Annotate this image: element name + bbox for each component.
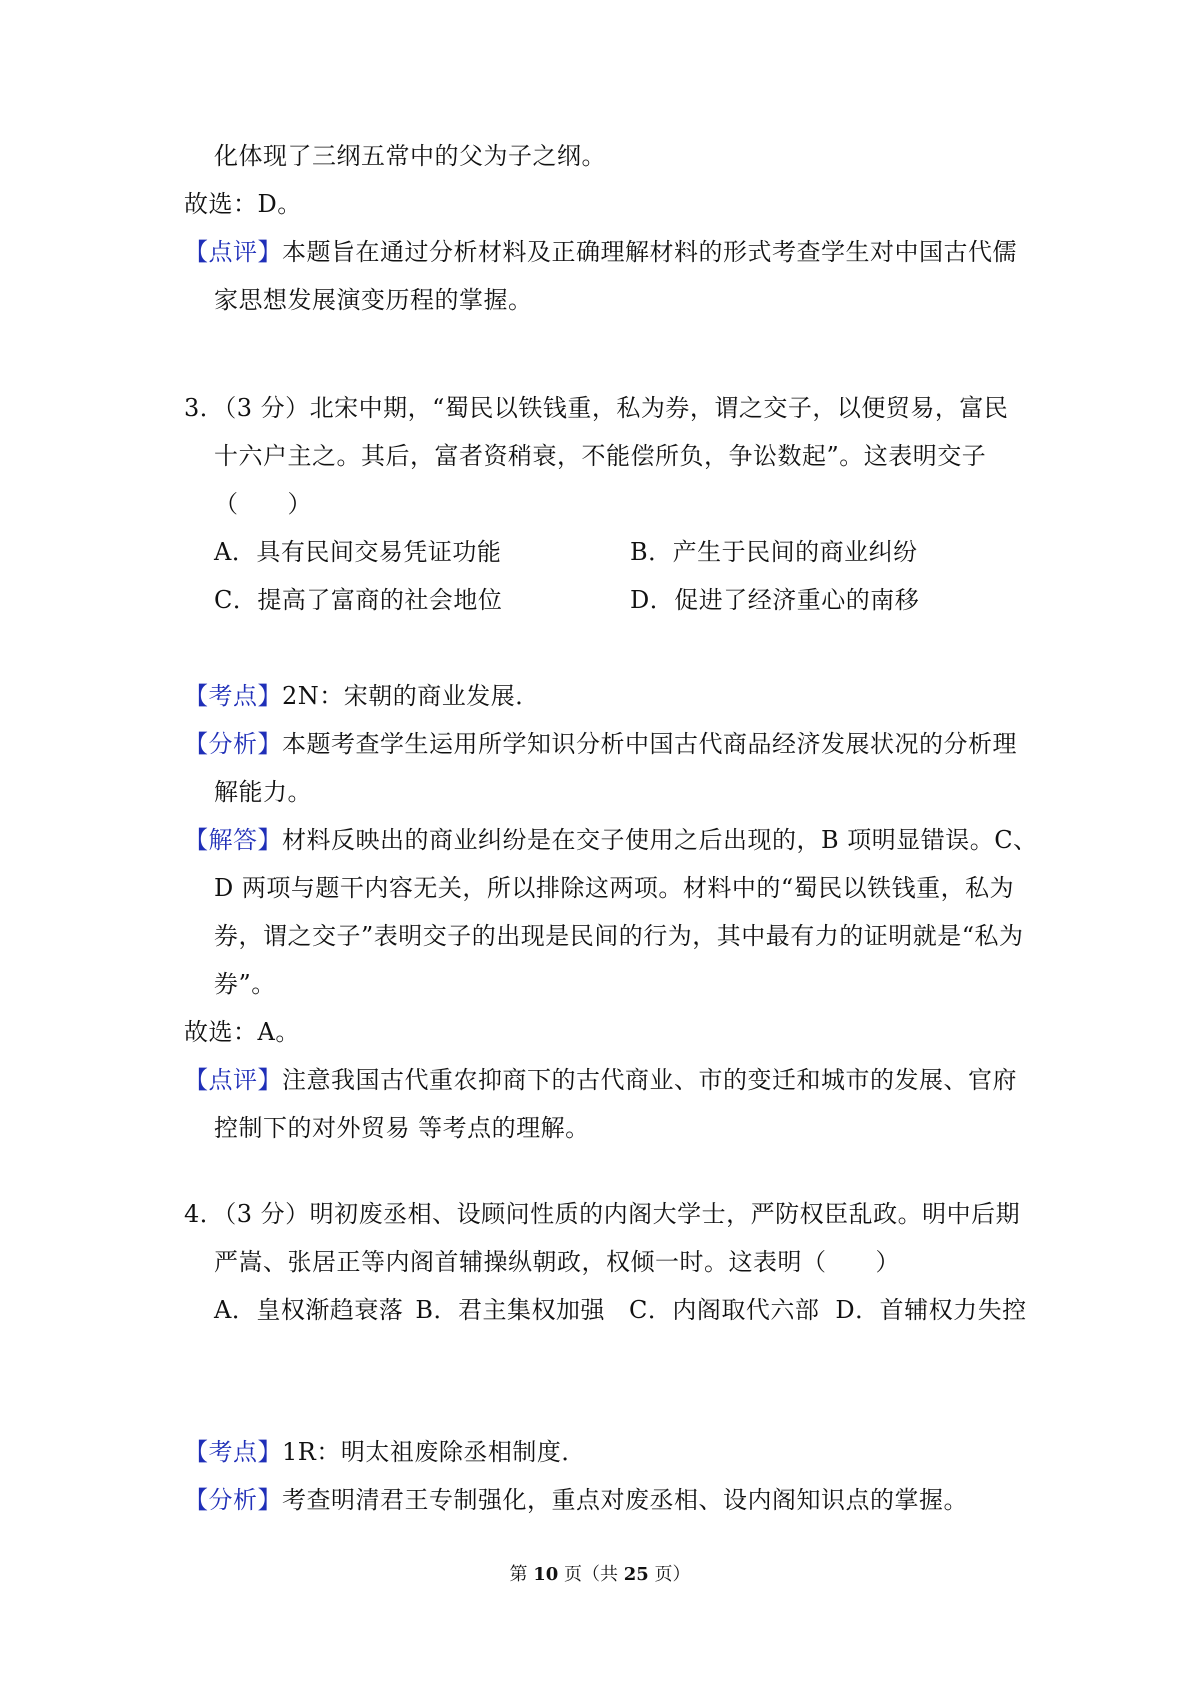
footer-suffix: 页）	[648, 1564, 691, 1585]
q4-option-b: B．君主集权加强	[415, 1296, 605, 1324]
analysis-tag: 【分析】	[184, 730, 282, 758]
q3-analysis-cont: 解能力。	[214, 778, 312, 806]
q4-point	[184, 1434, 586, 1470]
q4-option-a: A．皇权渐趋衰落	[214, 1296, 404, 1324]
q3-comment	[184, 1062, 1017, 1098]
page-number: 10	[533, 1564, 559, 1585]
prev-comment	[184, 234, 1017, 270]
q3-answer-cont-3: 券”。	[214, 970, 276, 998]
q4-options	[214, 1292, 1027, 1328]
footer-prefix: 第	[509, 1564, 534, 1585]
q4-option-c: C．内阁取代六部	[628, 1296, 820, 1324]
prev-choose: 故选：D。	[184, 190, 302, 218]
analysis-tag: 【分析】	[184, 1486, 282, 1514]
point-text: 1R：明太祖废除丞相制度．	[282, 1438, 586, 1466]
prev-line: 化体现了三纲五常中的父为子之纲。	[214, 142, 606, 170]
page-footer	[0, 1562, 1200, 1588]
q3-answer	[184, 822, 1038, 858]
total-pages: 25	[623, 1564, 649, 1585]
comment-text: 注意我国古代重农抑商下的古代商业、市的变迁和城市的发展、官府	[282, 1066, 1017, 1094]
comment-text: 本题旨在通过分析材料及正确理解材料的形式考查学生对中国古代儒	[282, 238, 1017, 266]
answer-tag: 【解答】	[184, 826, 282, 854]
q3-answer-cont-2: 券，谓之交子”表明交子的出现是民间的行为，其中最有力的证明就是“私为	[214, 922, 1024, 950]
q3-paren: （ ）	[214, 490, 312, 518]
q3-answer-cont-1: D 两项与题干内容无关，所以排除这两项。材料中的“蜀民以铁钱重，私为	[214, 874, 1015, 902]
point-tag: 【考点】	[184, 1438, 282, 1466]
q3-point	[184, 678, 540, 714]
q3-choose: 故选：A。	[184, 1018, 300, 1046]
analysis-text: 考查明清君王专制强化，重点对废丞相、设内阁知识点的掌握。	[282, 1486, 968, 1514]
q3-stem: 3．（3 分）北宋中期，“蜀民以铁钱重，私为券，谓之交子，以便贸易，富民	[184, 394, 1009, 422]
q3-option-a: A．具有民间交易凭证功能	[214, 538, 502, 566]
point-text: 2N：宋朝的商业发展．	[282, 682, 540, 710]
q4-analysis	[184, 1482, 968, 1518]
q3-stem-cont: 十六户主之。其后，富者资稍衰，不能偿所负，争讼数起”。这表明交子	[214, 442, 987, 470]
q3-comment-cont: 控制下的对外贸易 等考点的理解。	[214, 1114, 590, 1142]
q3-option-c: C．提高了富商的社会地位	[214, 586, 503, 614]
answer-text: 材料反映出的商业纠纷是在交子使用之后出现的，B 项明显错误。C、	[282, 826, 1038, 854]
q4-stem: 4．（3 分）明初废丞相、设顾问性质的内阁大学士，严防权臣乱政。明中后期	[184, 1200, 1021, 1228]
q4-option-d: D．首辅权力失控	[835, 1296, 1027, 1324]
q3-option-b: B．产生于民间的商业纠纷	[630, 538, 918, 566]
comment-tag: 【点评】	[184, 1066, 282, 1094]
q3-analysis	[184, 726, 1017, 762]
analysis-text: 本题考查学生运用所学知识分析中国古代商品经济发展状况的分析理	[282, 730, 1017, 758]
point-tag: 【考点】	[184, 682, 282, 710]
comment-tag: 【点评】	[184, 238, 282, 266]
q3-option-d: D．促进了经济重心的南移	[630, 586, 920, 614]
footer-middle: 页（共	[558, 1564, 624, 1585]
prev-comment-cont: 家思想发展演变历程的掌握。	[214, 286, 533, 314]
q4-stem-cont: 严嵩、张居正等内阁首辅操纵朝政，权倾一时。这表明（ ）	[214, 1248, 900, 1276]
